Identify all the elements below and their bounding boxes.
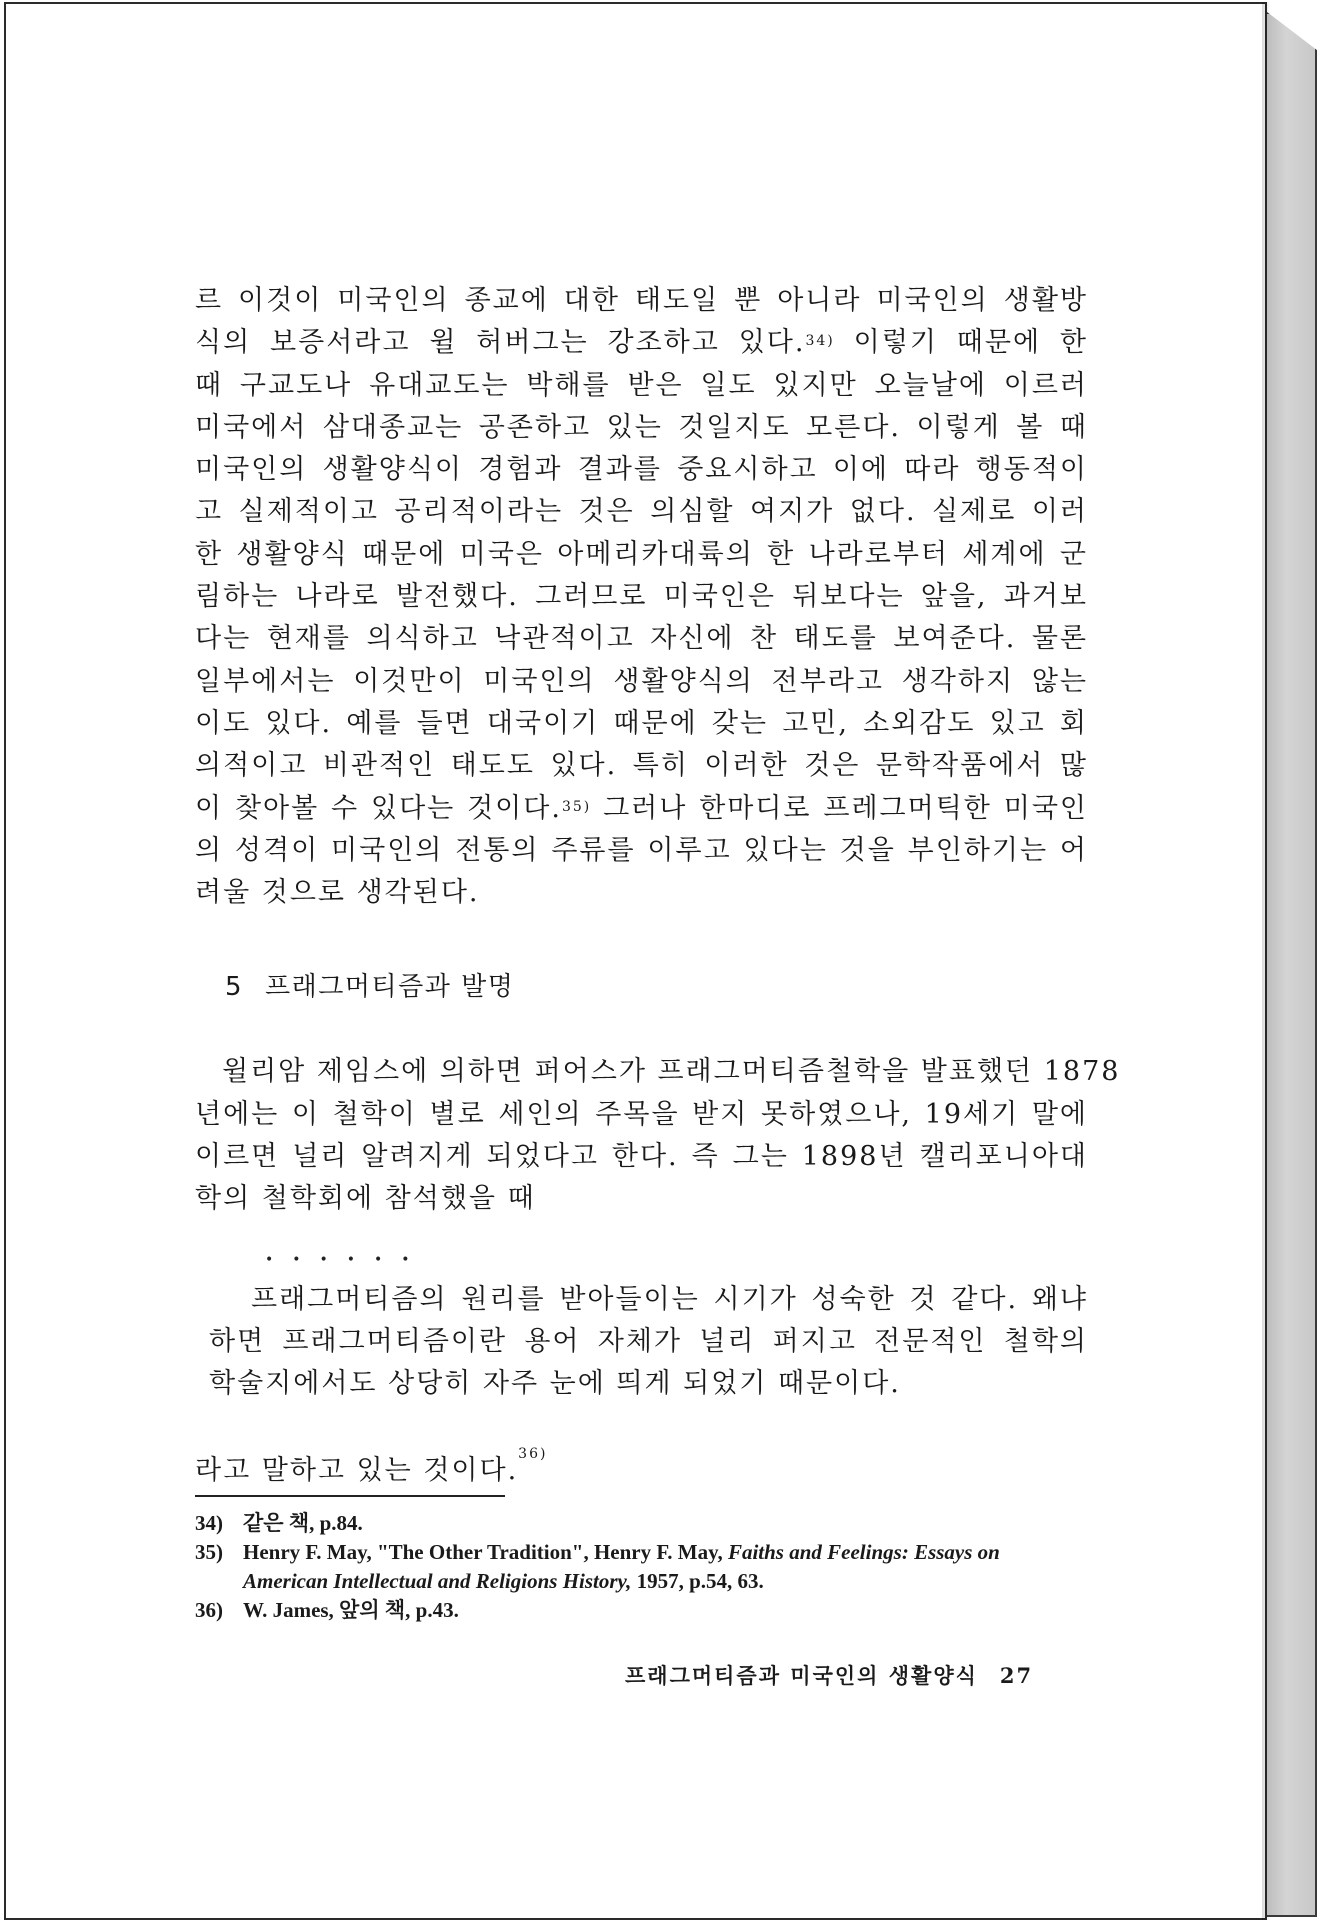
text-line: 윌리암 제임스에 의하면 퍼어스가 프래그머티즘철학을 발표했던 1878 — [222, 1056, 1121, 1088]
text-line: 의적이고 비관적인 태도도 있다. 특히 이러한 것은 문학작품에서 많 — [195, 750, 1088, 782]
footnote-number: 35) — [195, 1539, 223, 1564]
quote-line: 하면 프래그머티즘이란 용어 자체가 널리 퍼지고 전문적인 철학의 — [209, 1325, 1088, 1357]
quote-line: 학술지에서도 상당히 자주 눈에 띄게 되었기 때문이다. — [209, 1368, 901, 1400]
footnote-separator — [195, 1495, 505, 1497]
text-line: 식의 보증서라고 윌 허버그는 강조하고 있다.$^{34)}$ 이렇기 때문에 한 — [195, 327, 1088, 359]
footnote-ref[interactable]: 35) — [561, 798, 592, 815]
page-number: 27 — [999, 1663, 1034, 1688]
section-number: 5 — [225, 972, 244, 1003]
footnote-text: W. James, 앞의 책, p.43. — [243, 1597, 459, 1622]
text-line: 미국인의 생활양식이 경험과 결과를 중요시하고 이에 따라 행동적이 — [195, 454, 1088, 486]
running-title: 프래그머티즘과 미국인의 생활양식 — [625, 1663, 978, 1688]
block-quote — [209, 1279, 1088, 1406]
text-line: 려울 것으로 생각된다. — [195, 877, 480, 909]
section-heading — [225, 966, 1088, 1003]
text-line: 이 찾아볼 수 있다는 것이다.$^{35)}$ 그러나 한마디로 프레그머틱한 미국인 — [195, 792, 1088, 824]
closing-line: 라고 말하고 있는 것이다.$^{36)}$ — [195, 1445, 548, 1486]
running-footer — [625, 1660, 1033, 1690]
section-title: 프래그머티즘과 발명 — [265, 972, 515, 1003]
footnote-ref[interactable]: 36) — [518, 1445, 548, 1462]
text-line: 한 생활양식 때문에 미국은 아메리카대륙의 한 나라로부터 세계에 군 — [195, 538, 1088, 570]
text-line: 학의 철학회에 참석했을 때 — [195, 1183, 536, 1215]
footnote-ref[interactable]: 34) — [805, 333, 835, 350]
footnote-34 — [195, 1509, 1088, 1538]
text-line: 의 성격이 미국인의 전통의 주류를 이루고 있다는 것을 부인하기는 어 — [195, 834, 1088, 866]
footnote-35 — [195, 1538, 1088, 1596]
text-line: 미국에서 삼대종교는 공존하고 있는 것일지도 모른다. 이렇게 볼 때 — [195, 411, 1088, 443]
footnote-text: 같은 책, p.84. — [243, 1510, 363, 1535]
footnote-text: Henry F. May, "The Other Tradition", Henry F. May, Faiths and Feelings: Essays on American Intellectual and Religions History, 1957, p.54, 63. — [243, 1539, 1000, 1593]
text-line: 이도 있다. 예를 들면 대국이기 때문에 갖는 고민, 소외감도 있고 회 — [195, 707, 1088, 739]
text-line: 고 실제적이고 공리적이라는 것은 의심할 여지가 없다. 실제로 이러 — [195, 496, 1088, 528]
text-line: 르 이것이 미국인의 종교에 대한 태도일 뿐 아니라 미국인의 생활방 — [195, 285, 1088, 316]
page-content — [195, 280, 1121, 1625]
body-paragraph-2 — [195, 1051, 1121, 1220]
text-line: 이르면 널리 알려지게 되었다고 한다. 즉 그는 1898년 캘리포니아대 — [195, 1141, 1088, 1173]
footnotes — [195, 1509, 1088, 1625]
emphasis-dots: •••••• — [265, 1252, 429, 1268]
quote-line: 프래그머티즘의 원리를 받아들이는 시기가 성숙한 것 같다. 왜냐 — [251, 1283, 1088, 1315]
text-line: 일부에서는 이것만이 미국인의 생활양식의 전부라고 생각하지 않는 — [195, 665, 1088, 697]
footnote-36 — [195, 1596, 1088, 1625]
text-line: 때 구교도나 유대교도는 박해를 받은 일도 있지만 오늘날에 이르러 — [195, 369, 1088, 401]
footnote-number: 34) — [195, 1510, 223, 1535]
text-line: 다는 현재를 의식하고 낙관적이고 자신에 찬 태도를 보여준다. 물론 — [195, 623, 1088, 655]
text-line: 림하는 나라로 발전했다. 그러므로 미국인은 뒤보다는 앞을, 과거보 — [195, 581, 1088, 613]
footnote-number: 36) — [195, 1597, 223, 1622]
book-side-edge — [1267, 12, 1317, 1917]
body-paragraph-1 — [195, 280, 1088, 914]
text-line: 년에는 이 철학이 별로 세인의 주목을 받지 못하였으나, 19세기 말에 — [195, 1098, 1089, 1130]
